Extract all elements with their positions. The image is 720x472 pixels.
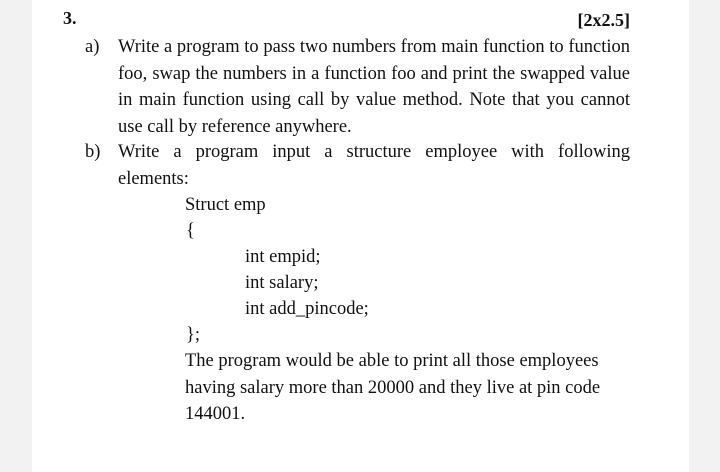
struct-open-brace: {	[186, 221, 195, 241]
struct-field: int empid;	[245, 247, 321, 267]
part-b-description: The program would be able to print all those employees having salary more than 20000 and they live at pin code 144001.	[185, 351, 601, 424]
struct-field: int add_pincode;	[245, 299, 369, 319]
struct-declaration: Struct emp	[185, 195, 266, 215]
part-b-text: Write a program input a structure employee with following elements:	[118, 142, 630, 189]
struct-field: int salary;	[245, 273, 319, 293]
question-number: 3.	[63, 8, 77, 28]
part-b-label: b)	[85, 142, 101, 162]
part-a-text: Write a program to pass two numbers from main function to function foo, swap the numbers in a function foo and print the swapped value in main function using call by value method. Note that you cannot use call by reference anywhere.	[118, 37, 630, 137]
part-a-label: a)	[85, 37, 100, 57]
part-a	[85, 34, 630, 140]
part-b	[85, 139, 630, 192]
struct-close-brace: };	[186, 325, 201, 345]
question-marks: [2x2.5]	[577, 10, 630, 30]
